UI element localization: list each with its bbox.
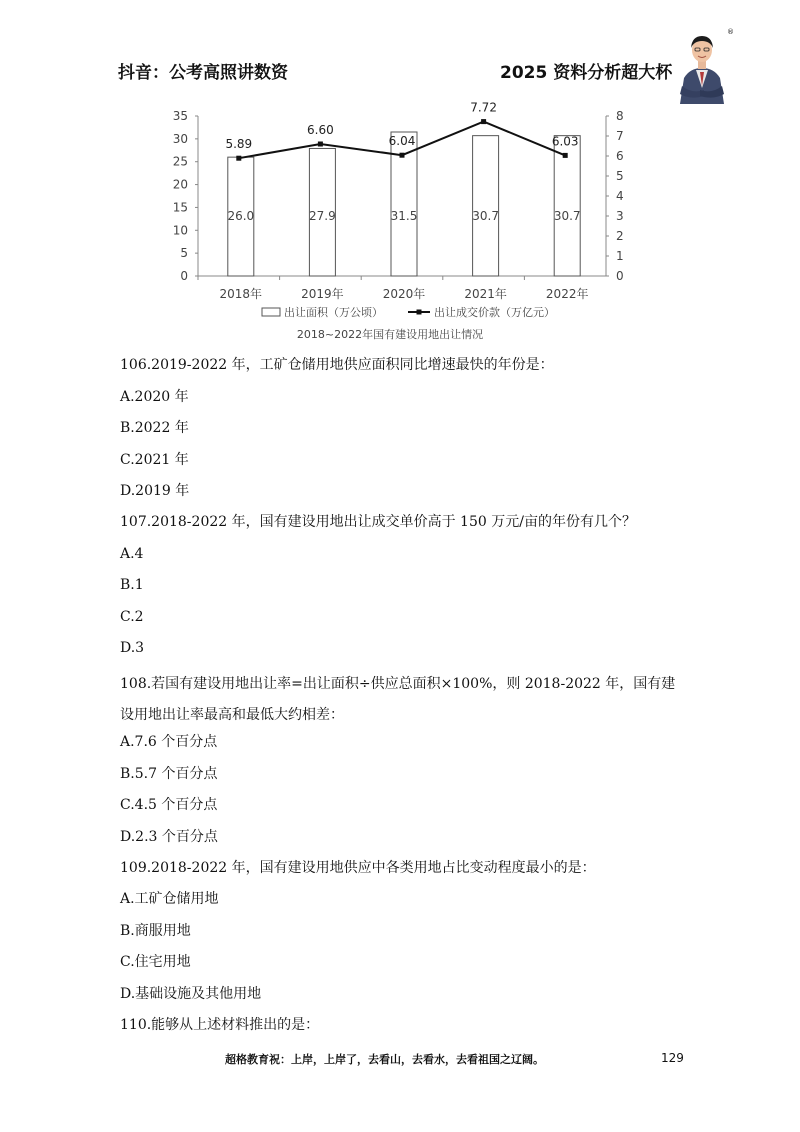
left-tick-label: 15 [172, 200, 188, 215]
right-tick-label: 1 [616, 249, 624, 263]
line-point [481, 119, 486, 124]
option: B.商服用地 [120, 923, 191, 939]
right-tick-label: 7 [616, 129, 624, 143]
bar-value-label: 30.7 [553, 209, 581, 223]
question-106 [120, 355, 554, 375]
option: C.住宅用地 [120, 954, 191, 970]
option: B.2022 年 [120, 420, 189, 436]
right-tick-label: 2 [616, 229, 624, 243]
legend-bar-label: 出让面积（万公顷） [284, 306, 383, 319]
left-tick-label: 20 [172, 177, 188, 192]
line-value-label: 7.72 [470, 100, 497, 115]
legend-line-marker [417, 310, 422, 315]
right-tick-label: 5 [616, 169, 624, 183]
left-tick-label: 5 [180, 246, 188, 261]
option: D.2.3 个百分点 [120, 829, 218, 845]
legend-line-label: 出让成交价款（万亿元） [434, 306, 555, 319]
question-stem: 107.2018-2022 年，国有建设用地出让成交单价高于 150 万元/亩的年份有几个？ [120, 514, 636, 530]
left-tick-label: 0 [180, 269, 188, 283]
line-point [563, 153, 568, 158]
option: A.7.6 个百分点 [120, 734, 218, 750]
line-point [318, 142, 323, 147]
left-tick-label: 10 [172, 223, 188, 238]
header-right-title: 2025 资料分析超大杯 [500, 63, 673, 83]
line-point [400, 153, 405, 158]
question-109 [120, 858, 596, 878]
question-stem: 106.2019-2022 年，工矿仓储用地供应面积同比增速最快的年份是： [120, 357, 554, 373]
question-stem: 108.若国有建设用地出让率=出让面积÷供应总面积×100%，则 2018-2022 年，国有建设用地出让率最高和最低大约相差： [120, 676, 676, 723]
footer-slogan: 超格教育祝：上岸，上岸了，去看山，去看水，去看祖国之辽阔。 [225, 1053, 544, 1066]
question-stem: 109.2018-2022 年，国有建设用地供应中各类用地占比变动程度最小的是： [120, 860, 596, 876]
teacher-portrait-icon [676, 28, 728, 104]
question-110 [120, 1015, 319, 1035]
line-point [236, 156, 241, 161]
bar-value-label: 30.7 [472, 209, 499, 223]
right-tick-label: 6 [616, 149, 624, 163]
option: C.4.5 个百分点 [120, 797, 218, 813]
option: C.2 [120, 609, 144, 625]
x-tick-label: 2018年 [219, 287, 263, 301]
left-tick-label: 25 [172, 154, 188, 169]
question-108 [120, 669, 685, 731]
question-stem: 110.能够从上述材料推出的是： [120, 1017, 320, 1033]
option: D.2019 年 [120, 483, 190, 499]
bar-value-label: 31.5 [390, 209, 418, 223]
line-value-label: 5.89 [225, 137, 253, 152]
right-tick-label: 4 [616, 189, 624, 203]
option: A.4 [120, 546, 144, 562]
header-left-title: 抖音：公考高照讲数资 [118, 63, 288, 83]
option: D.3 [120, 640, 145, 656]
left-tick-label: 30 [172, 131, 188, 146]
option: B.1 [120, 577, 144, 593]
right-tick-label: 0 [616, 269, 624, 283]
option: B.5.7 个百分点 [120, 766, 218, 782]
legend-bar-swatch [262, 308, 280, 316]
right-tick-label: 8 [616, 109, 624, 123]
left-tick-label: 35 [172, 109, 188, 123]
x-tick-label: 2021年 [464, 287, 507, 301]
trademark-symbol: ® [727, 28, 734, 36]
x-tick-label: 2019年 [301, 287, 344, 301]
chart-title: 2018~2022年国有建设用地出让情况 [296, 328, 484, 341]
option: C.2021 年 [120, 452, 189, 468]
right-tick-label: 3 [616, 209, 624, 223]
page-number: 129 [661, 1051, 684, 1065]
line-value-label: 6.03 [551, 134, 579, 149]
line-value-label: 6.60 [307, 123, 334, 137]
bar [473, 136, 499, 276]
line-value-label: 6.04 [388, 134, 416, 149]
x-tick-label: 2022年 [545, 287, 589, 301]
question-107 [120, 512, 636, 532]
bar-value-label: 27.9 [309, 209, 336, 223]
x-tick-label: 2020年 [382, 287, 426, 301]
option: D.基础设施及其他用地 [120, 986, 262, 1002]
option: A.2020 年 [120, 389, 189, 405]
avatar [676, 28, 734, 104]
land-transfer-chart [150, 100, 650, 350]
option: A.工矿仓储用地 [120, 891, 219, 907]
bar-value-label: 26.0 [227, 209, 255, 223]
